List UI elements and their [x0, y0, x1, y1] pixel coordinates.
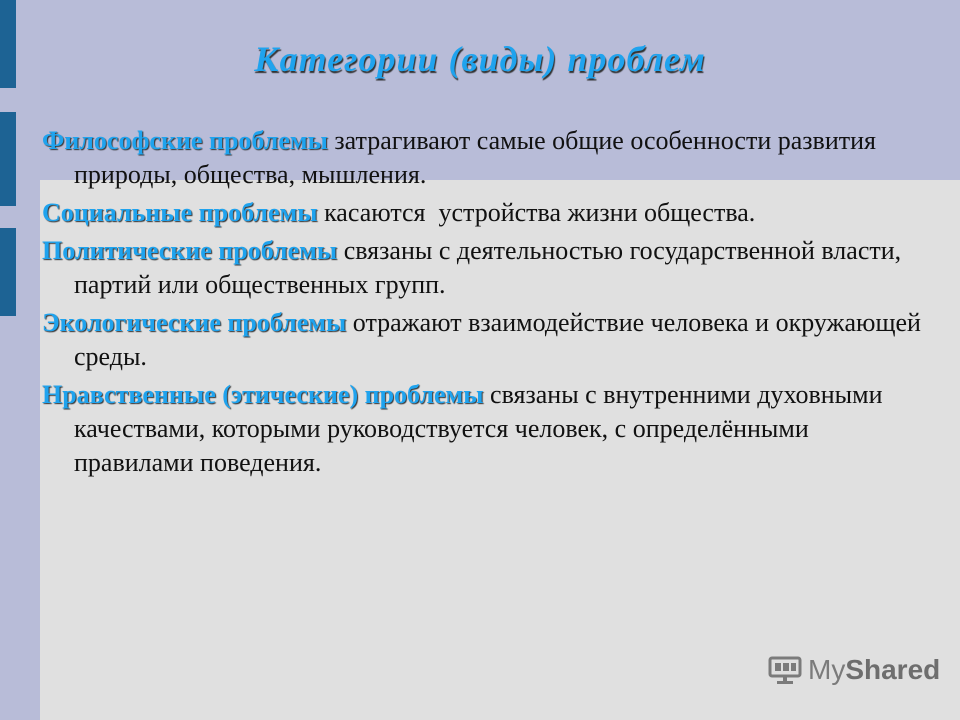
slide-title: Категории (виды) проблем — [254, 39, 706, 79]
watermark-text — [808, 654, 940, 686]
term-political: Политические проблемы — [42, 236, 338, 265]
description-philosophical: затрагивают самые общие особенности развития природы, общества, мышления. — [74, 126, 876, 189]
left-background-band — [0, 0, 40, 720]
list-item-political — [42, 234, 922, 302]
description-political: связаны с деятельностью государственной власти, партий или общественных групп. — [74, 236, 902, 299]
list-item-ecological — [42, 306, 922, 374]
watermark-text-my: My — [808, 654, 846, 685]
list-item-social — [42, 196, 922, 230]
accent-bar-2 — [0, 112, 16, 206]
list-item-moral — [42, 378, 922, 480]
watermark-text-shared: Shared — [845, 654, 941, 685]
term-moral: Нравственные (этические) проблемы — [42, 380, 484, 409]
list-item-philosophical — [42, 124, 922, 192]
description-ecological: отражают взаимодействие человека и окружающей среды. — [74, 308, 921, 371]
term-ecological: Экологические проблемы — [42, 308, 347, 337]
description-social: касаются устройства жизни общества. — [317, 198, 756, 227]
description-moral: связаны с внутренними духовными качествами, которыми руководствуется человек, с определёнными правилами поведения. — [74, 380, 883, 477]
myshared-watermark — [768, 654, 940, 686]
term-social: Социальные проблемы — [42, 198, 318, 227]
presentation-board-icon — [768, 655, 802, 685]
problem-categories-list — [42, 124, 922, 484]
term-philosophical: Философские проблемы — [42, 126, 328, 155]
accent-bar-3 — [0, 228, 16, 316]
